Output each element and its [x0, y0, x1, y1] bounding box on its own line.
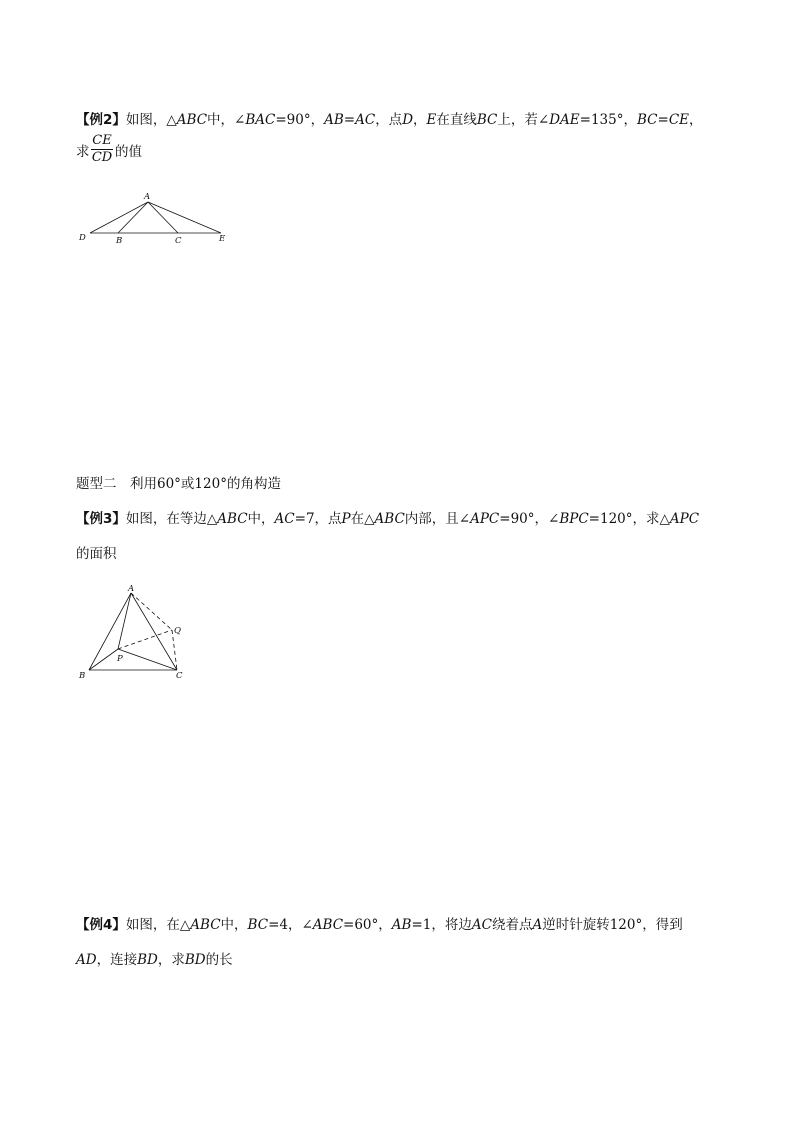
label-B: B: [116, 236, 123, 246]
example2-tag: 【例2】: [76, 112, 126, 128]
segment-AC: [148, 202, 178, 233]
label-D: D: [79, 233, 86, 243]
label-C: C: [175, 236, 182, 246]
segment-AB: [89, 593, 131, 670]
segment-PQ-dashed: [118, 630, 172, 649]
label-A: A: [144, 192, 151, 202]
example2-question-suffix: 的值: [115, 144, 142, 160]
example3-question-line1: 【例3】如图，在等边△ABC中，AC=7，点P在△ABC内部，且∠APC=90°，∠BPC=120°，求△APC: [76, 511, 700, 527]
segment-BP: [89, 649, 118, 670]
segment-AQ-dashed: [131, 593, 172, 630]
fraction-denominator: CD: [91, 150, 113, 165]
fraction-ce-over-cd: [91, 134, 113, 165]
label-C: C: [176, 671, 183, 681]
fraction-numerator: CE: [92, 133, 112, 148]
segment-QC-dashed: [172, 630, 177, 670]
section-title: 题型二 利用60°或120°的角构造: [76, 476, 281, 492]
example4-question-line2: AD，连接BD，求BD的长: [76, 952, 233, 968]
example4-tag: 【例4】: [76, 917, 126, 933]
label-E: E: [219, 234, 226, 244]
example2-question-line2: 求: [76, 144, 90, 160]
label-P: P: [117, 654, 123, 664]
segment-AP: [118, 593, 131, 649]
segment-AE: [148, 202, 221, 233]
example2-figure: [70, 185, 240, 250]
example2-question-line1: 【例2】如图，△ABC中，∠BAC=90°，AB=AC，点D，E在直线BC上，若∠DAE=135°，BC=CE，: [76, 112, 703, 128]
example3-figure: [74, 582, 194, 682]
label-A: A: [128, 584, 135, 594]
segment-AC: [131, 593, 177, 670]
example4-question-line1: 【例4】如图，在△ABC中，BC=4，∠ABC=60°，AB=1，将边AC绕着点A逆时针旋转120°，得到: [76, 917, 683, 933]
segment-PC: [118, 649, 177, 670]
label-B: B: [79, 671, 86, 681]
example3-tag: 【例3】: [76, 511, 126, 527]
segment-AB: [118, 202, 148, 233]
example3-question-line2: 的面积: [76, 546, 117, 562]
label-Q: Q: [174, 626, 181, 636]
segment-AD: [90, 202, 148, 233]
